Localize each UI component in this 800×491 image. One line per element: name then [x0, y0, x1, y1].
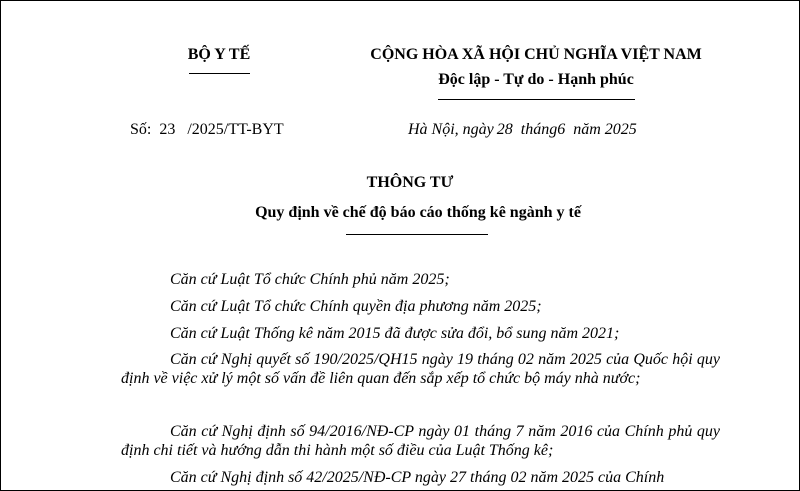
date-place: Hà Nội, ngày — [408, 121, 494, 138]
document-type: THÔNG TƯ — [366, 174, 454, 191]
date-year: năm 2025 — [573, 121, 637, 138]
national-motto: Độc lập - Tự do - Hạnh phúc — [438, 71, 634, 88]
place-date — [408, 120, 637, 140]
doc-number-label: Số: — [130, 121, 152, 138]
legal-basis-item: Căn cứ Luật Tổ chức Chính quyền địa phương năm 2025; — [170, 298, 542, 315]
legal-basis-item: Căn cứ Nghị định số 42/2025/NĐ-CP ngày 27 tháng 02 năm 2025 của Chính — [170, 469, 665, 486]
legal-basis-item: Căn cứ Luật Thống kê năm 2015 đã được sửa đổi, bổ sung năm 2021; — [170, 325, 620, 342]
date-month-label: tháng — [520, 121, 558, 138]
subject-underline — [346, 234, 488, 235]
legal-basis-item: Căn cứ Luật Tổ chức Chính phủ năm 2025; — [170, 271, 450, 288]
date-month: 6 — [557, 121, 566, 138]
document-number — [130, 120, 284, 140]
document-subject: Quy định về chế độ báo cáo thống kê ngành y tế — [255, 204, 581, 221]
legal-basis-item: Căn cứ Nghị quyết số 190/2025/QH15 ngày 19 tháng 02 năm 2025 của Quốc hội quy định về việc xử lý một số vấn đề liên quan đến sắp xếp tổ chức bộ máy nhà nước; — [121, 351, 720, 387]
doc-number-value: 23 — [159, 121, 176, 138]
motto-underline — [438, 99, 635, 100]
agency-name: BỘ Y TẾ — [187, 46, 251, 63]
legal-basis-item: Căn cứ Nghị định số 94/2016/NĐ-CP ngày 01 tháng 7 năm 2016 của Chính phủ quy định chi tiết và hướng dẫn thi hành một số điều của Luật Thống kê; — [121, 423, 720, 459]
date-day: 28 — [496, 121, 513, 138]
doc-number-suffix: /2025/TT-BYT — [187, 121, 284, 138]
national-title: CỘNG HÒA XÃ HỘI CHỦ NGHĨA VIỆT NAM — [370, 46, 702, 63]
agency-underline — [189, 73, 250, 74]
